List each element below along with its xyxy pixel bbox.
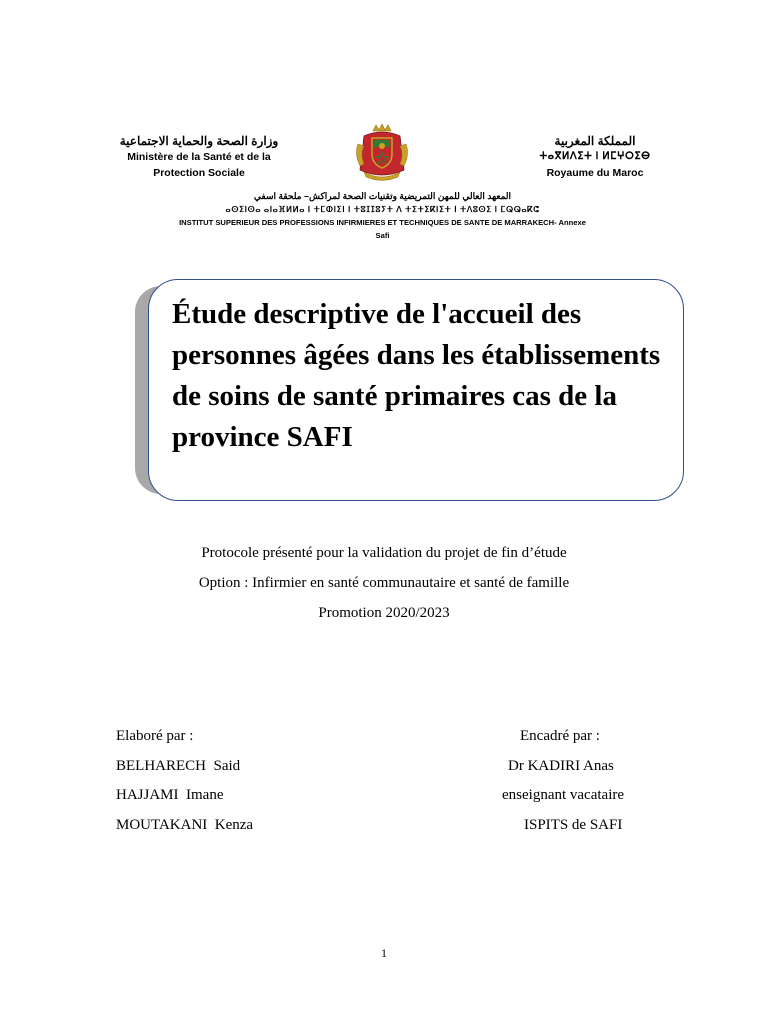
institute-tifinagh: ⴰⵙⵉⵏⵙⴰ ⴰⵏⴰⴼⵍⵍⴰ ⵏ ⵜⵎⵀⵏⵉⵏ ⵏ ⵜⵓⵊⵊⵓⵢⵜ ⴷ ⵜⵉⵜⵉⴽⵏⵉⵜ ⵏ ⵜⴷⵓⵙⵉ ⵏ ⵎⵕⵕⴰⴽⵛ [225, 205, 540, 214]
ministry-line2: Protection Sociale [153, 167, 245, 179]
protocol-info [60, 538, 708, 628]
moroccan-coat-of-arms-icon [352, 122, 412, 184]
ministry-header [104, 133, 294, 181]
supervisor-institution: ISPITS de SAFI [524, 816, 623, 833]
author-name: HAJJAMI Imane [116, 787, 224, 803]
institute-french-line1: INSTITUT SUPERIEUR DES PROFESSIONS INFIRMIERES ET TECHNIQUES DE SANTE DE MARRAKECH- Annexe [179, 218, 586, 227]
supervisor-block [470, 722, 690, 840]
authors-block [116, 722, 376, 840]
kingdom-tifinagh: ⵜⴰⴳⵍⴷⵉⵜ ⵏ ⵍⵎⵖⵔⵉⴱ [539, 151, 651, 162]
ministry-arabic: وزارة الصحة والحماية الاجتماعية [119, 134, 279, 148]
institute-header [140, 190, 625, 242]
institute-arabic: المعهد العالي للمهن التمريضية وتقنيات الصحة لمراكش– ملحقة اسفي [253, 191, 512, 201]
author-name: MOUTAKANI Kenza [116, 816, 254, 833]
document-title: Étude descriptive de l'accueil des personnes âgées dans les établissements de soins de santé primaires cas de la province SAFI [172, 298, 661, 453]
ministry-line1: Ministère de la Santé et de la [127, 151, 271, 163]
kingdom-french: Royaume du Maroc [546, 167, 644, 179]
page-number: 1 [381, 946, 387, 960]
supervisor-name: Dr KADIRI Anas [508, 757, 614, 774]
protocol-line1: Protocole présenté pour la validation du projet de fin d’étude [201, 545, 567, 561]
institute-french-line2: Safi [375, 231, 390, 240]
authors-label: Elaboré par : [116, 728, 194, 744]
protocol-option: Option : Infirmier en santé communautaire et santé de famille [198, 575, 570, 591]
supervisor-role: enseignant vacataire [502, 787, 625, 803]
kingdom-arabic: المملكة المغربية [554, 134, 636, 148]
kingdom-header [510, 133, 680, 181]
author-name: BELHARECH Said [116, 757, 241, 774]
protocol-promotion: Promotion 2020/2023 [318, 605, 450, 621]
supervisor-label: Encadré par : [520, 728, 600, 744]
